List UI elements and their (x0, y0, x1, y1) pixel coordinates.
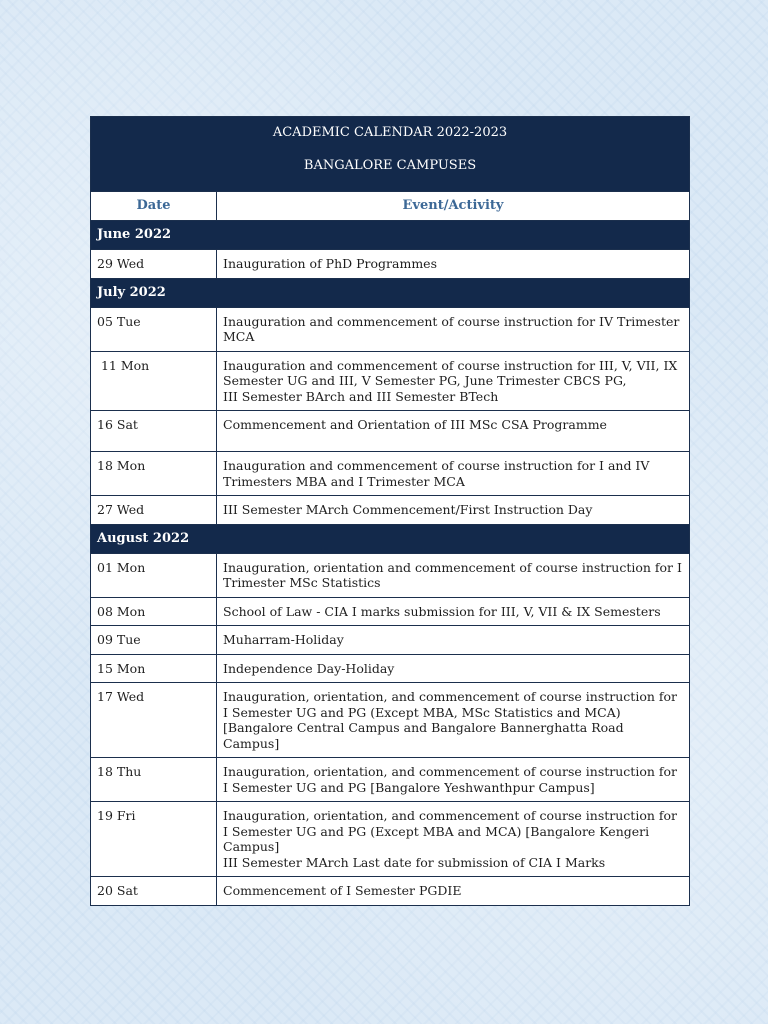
column-header-row (91, 192, 690, 221)
month-row-august (91, 524, 690, 553)
event-text: Inauguration, orientation, and commencement of course instruction for I Semester UG and PG (Except MBA and MCA) [Bangalore Kengeri Campus] (223, 808, 678, 854)
event-cell (217, 802, 690, 877)
table-row (91, 452, 690, 496)
date-cell: 27 Wed (91, 496, 217, 525)
table-row (91, 307, 690, 351)
event-cell: Inauguration and commencement of course instruction for IV Trimester MCA (217, 307, 690, 351)
table-row (91, 496, 690, 525)
calendar-subtitle: BANGALORE CAMPUSES (303, 157, 477, 173)
date-cell: 20 Sat (91, 877, 217, 906)
academic-calendar-table (90, 116, 690, 906)
table-row (91, 553, 690, 597)
event-cell: Inauguration, orientation and commencement of course instruction for I Trimester MSc Statistics (217, 553, 690, 597)
title-cell (91, 117, 690, 192)
event-cell: Inauguration, orientation, and commencement of course instruction for I Semester UG and PG (Except MBA, MSc Statistics and MCA) [Bangalore Central Campus and Bangalore Bannerghatta Road Campus] (217, 683, 690, 758)
month-label: July 2022 (91, 278, 690, 307)
event-column-header: Event/Activity (217, 192, 690, 221)
event-cell: Inauguration, orientation, and commencement of course instruction for I Semester UG and PG [Bangalore Yeshwanthpur Campus] (217, 758, 690, 802)
date-cell: 01 Mon (91, 553, 217, 597)
date-cell: 09 Tue (91, 626, 217, 655)
date-cell: 05 Tue (91, 307, 217, 351)
date-cell: 08 Mon (91, 597, 217, 626)
table-row (91, 758, 690, 802)
month-label: August 2022 (91, 524, 690, 553)
month-row-june (91, 221, 690, 250)
event-text: III Semester BArch and III Semester BTech (223, 388, 499, 404)
table-row (91, 626, 690, 655)
date-cell: 18 Mon (91, 452, 217, 496)
date-column-header: Date (91, 192, 217, 221)
table-row (91, 802, 690, 877)
table-row (91, 250, 690, 279)
event-cell: Inauguration of PhD Programmes (217, 250, 690, 279)
event-cell: Commencement of I Semester PGDIE (217, 877, 690, 906)
event-cell: Commencement and Orientation of III MSc CSA Programme (217, 411, 690, 452)
event-cell: Muharram-Holiday (217, 626, 690, 655)
table-row (91, 351, 690, 411)
event-cell: Independence Day-Holiday (217, 654, 690, 683)
date-cell: 11 Mon (91, 351, 217, 411)
table-row (91, 683, 690, 758)
event-text: Inauguration and commencement of course instruction for III, V, VII, IX Semester UG and III, V Semester PG, June Trimester CBCS PG, (223, 357, 678, 388)
date-cell: 19 Fri (91, 802, 217, 877)
date-cell: 29 Wed (91, 250, 217, 279)
date-cell: 17 Wed (91, 683, 217, 758)
event-cell: III Semester MArch Commencement/First Instruction Day (217, 496, 690, 525)
table-row (91, 597, 690, 626)
title-row (91, 117, 690, 192)
calendar-title: ACADEMIC CALENDAR 2022-2023 (272, 125, 508, 140)
month-label: June 2022 (91, 221, 690, 250)
month-row-july (91, 278, 690, 307)
table-row (91, 411, 690, 452)
event-cell (217, 351, 690, 411)
date-cell: 16 Sat (91, 411, 217, 452)
date-cell: 15 Mon (91, 654, 217, 683)
event-cell: School of Law - CIA I marks submission for III, V, VII & IX Semesters (217, 597, 690, 626)
table-row (91, 654, 690, 683)
event-cell: Inauguration and commencement of course instruction for I and IV Trimesters MBA and I Trimester MCA (217, 452, 690, 496)
table-row (91, 877, 690, 906)
date-cell: 18 Thu (91, 758, 217, 802)
event-text: III Semester MArch Last date for submission of CIA I Marks (223, 854, 606, 870)
